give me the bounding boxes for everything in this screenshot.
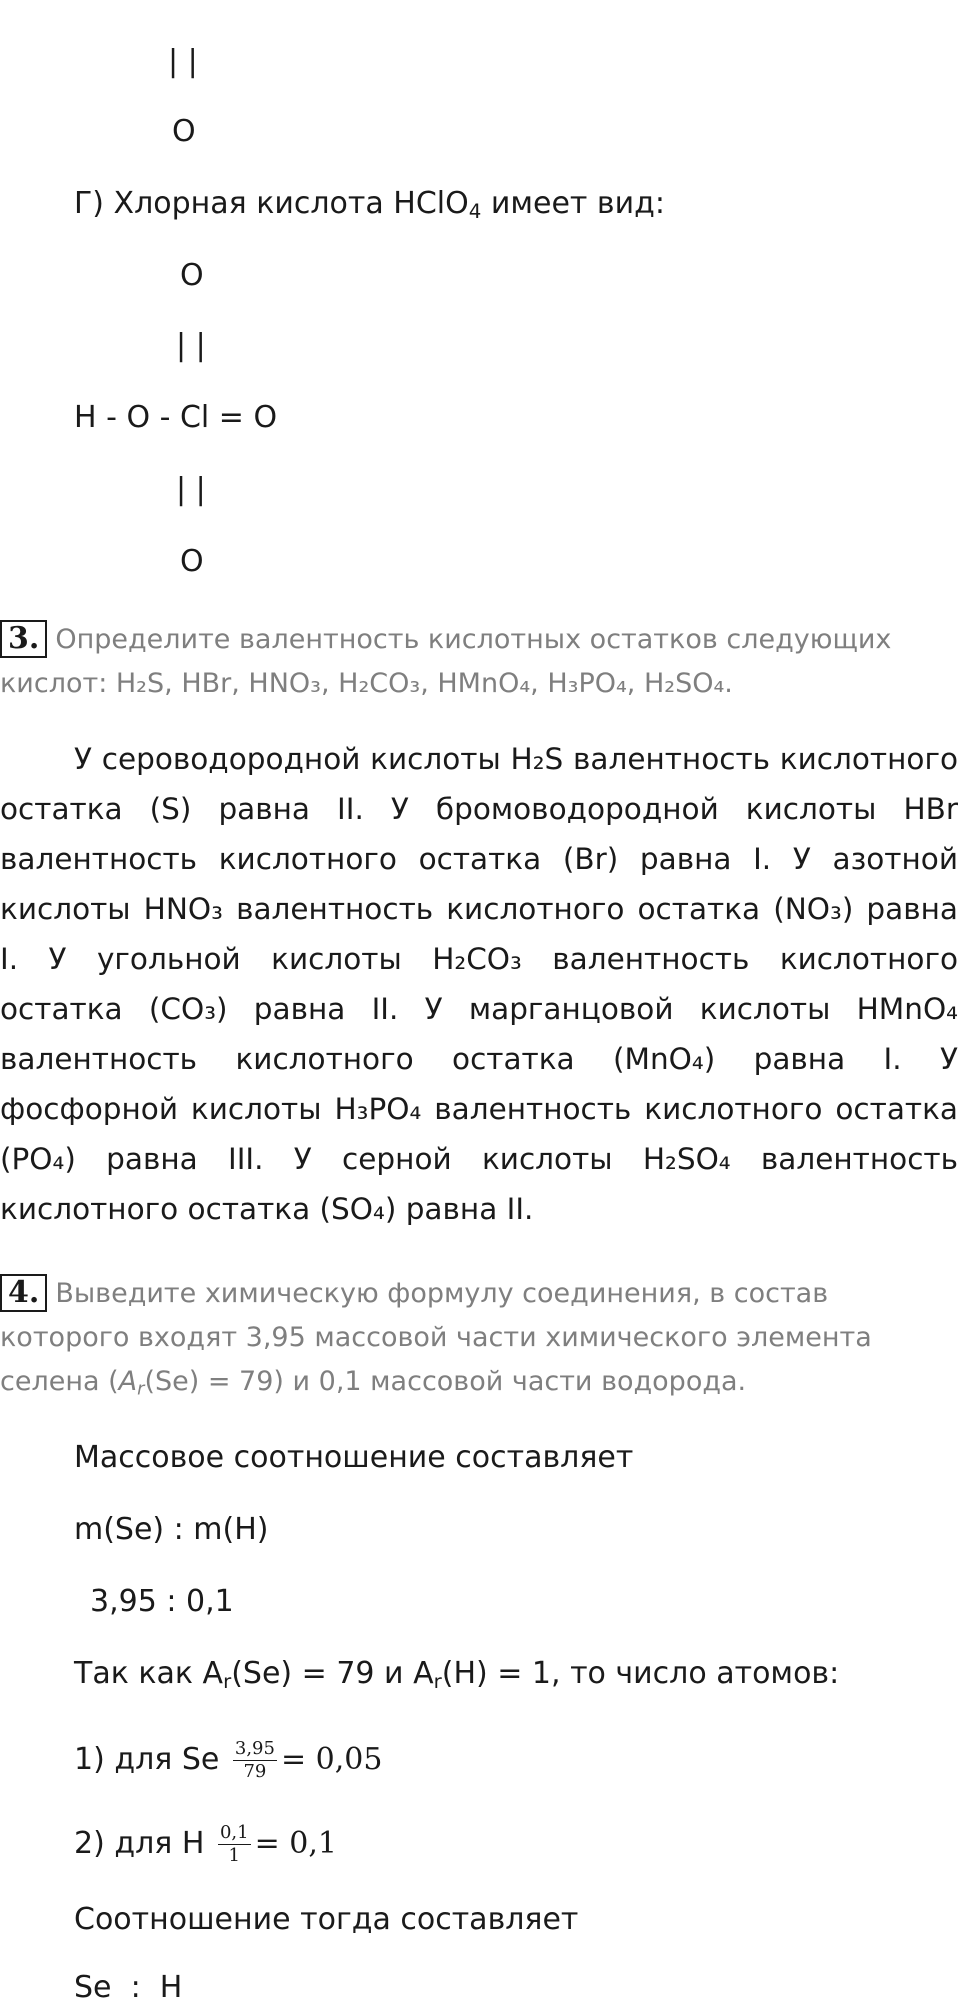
solution-line-8: Se : H [74,1970,183,2005]
fraction-h [218,1822,251,1867]
hclo4-oxygen-bottom: O [180,544,204,579]
line4-c: (H) = 1, то число атомов: [441,1656,840,1691]
fraction-se [233,1738,277,1783]
item-g-text: Г) Хлорная кислота HClO [74,186,469,221]
solution-line-6 [74,1814,337,1874]
item-g-heading [74,184,665,224]
solution-line-7: Соотношение тогда составляет [74,1902,579,1937]
task-4-text-part2: (Se) = 79) и 0,1 массовой части водорода. [144,1366,747,1397]
task-4-ar-symbol: A [118,1366,138,1397]
line4-b: (Se) = 79 и A [231,1656,434,1691]
solution-line-1: Массовое соотношение составляет [74,1440,634,1475]
task-3-number: 3. [0,620,47,658]
hclo4-bond-top: | | [176,328,206,363]
hclo4-chain: H - O - Cl = O [74,400,278,435]
line4-a: Так как A [74,1656,224,1691]
line4-r1: r [223,1669,232,1693]
item-g-sub: 4 [468,199,482,223]
solution-line-4 [74,1654,839,1694]
solution-line-5 [74,1730,382,1790]
fraction-h-denominator: 1 [228,1845,240,1866]
fraction-h-numerator: 0,1 [219,1822,249,1843]
task-4-question [0,1272,960,1404]
line6-result: = 0,1 [254,1826,337,1861]
task-4-text-part1: Выведите химическую формулу соединения, в состав которого входят 3,95 массовой части химического элемента селена ( [0,1278,872,1397]
line4-r2: r [433,1669,442,1693]
hclo4-bond-bottom: | | [176,472,206,507]
line5-prefix: 1) для Se [74,1742,220,1777]
oxygen-label-top: O [172,114,196,149]
hclo4-oxygen-top: O [180,258,204,293]
solution-line-3: 3,95 : 0,1 [90,1584,234,1619]
fraction-se-denominator: 79 [243,1761,267,1782]
task-4-ar-sub: r [137,1378,145,1400]
line6-prefix: 2) для H [74,1826,205,1861]
task-3-question [0,618,960,706]
bond-line-top: | | [168,44,198,79]
task-3-text: Определите валентность кислотных остатков следующих кислот: H₂S, HBr, HNO₃, H₂CO₃, HMnO₄, H₃PO₄, H₂SO₄. [0,624,892,699]
line5-result: = 0,05 [280,1742,383,1777]
task-3-answer: У сероводородной кислоты H₂S валентность кислотного остатка (S) равна II. У бромоводородной кислоты HBr валентность кислотного остатка (Br) равна I. У азотной кислоты HNO₃ валентность кислотного остатка (NO₃) равна I. У угольной кислоты H₂CO₃ валентность кислотного остатка (CO₃) равна II. У марганцовой кислоты HMnO₄ валентность кислотного остатка (MnO₄) равна I. У фосфорной кислоты H₃PO₄ валентность кислотного остатка (PO₄) равна III. У серной кислоты H₂SO₄ валентность кислотного остатка (SO₄) равна II. [0,742,958,1226]
fraction-se-numerator: 3,95 [234,1738,275,1759]
solution-line-2: m(Se) : m(H) [74,1512,269,1547]
item-g-tail: имеет вид: [481,186,665,221]
task-4-number: 4. [0,1274,47,1312]
